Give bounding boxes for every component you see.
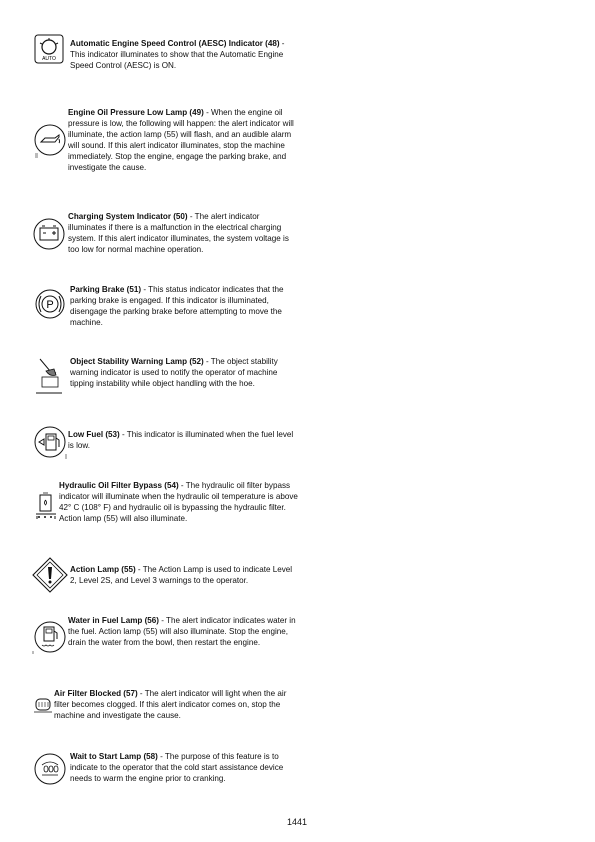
entry-title: Hydraulic Oil Filter Bypass (54) bbox=[59, 481, 179, 490]
action-lamp-icon bbox=[31, 556, 69, 594]
page-number: 1441 bbox=[287, 817, 308, 827]
svg-text:AUTO: AUTO bbox=[42, 56, 56, 62]
entry-text: - This indicator is illuminated when the fuel level is low. bbox=[68, 430, 294, 450]
fuel-pump-icon bbox=[32, 424, 68, 460]
entry-wait-to-start bbox=[70, 752, 298, 785]
glow-plug-icon bbox=[32, 751, 68, 787]
entry-title: Charging System Indicator (50) bbox=[68, 212, 188, 221]
water-in-fuel-icon bbox=[32, 619, 68, 655]
entry-action-lamp bbox=[70, 565, 298, 587]
hydraulic-filter-icon bbox=[34, 492, 58, 522]
entry-oil-pressure bbox=[68, 108, 298, 173]
svg-text:P: P bbox=[46, 299, 54, 311]
oil-pressure-icon bbox=[30, 120, 70, 160]
battery-icon bbox=[31, 216, 67, 252]
air-filter-icon bbox=[33, 695, 53, 715]
entry-text: - The alert indicator illuminates if there is a malfunction in the electrical charging system. If this alert indicator illuminates, the system voltage is too low for normal machine operation. bbox=[68, 212, 289, 254]
entry-text: - This status indicator indicates that the parking brake is engaged. If this indicator is illuminated, disengage the parking brake before attempting to move the machine. bbox=[70, 285, 284, 327]
entry-title: Water in Fuel Lamp (56) bbox=[68, 616, 159, 625]
parking-brake-icon bbox=[33, 287, 67, 321]
entry-title: Air Filter Blocked (57) bbox=[54, 689, 138, 698]
entry-text: - The alert indicator indicates water in the fuel. Action lamp (55) will also illuminate. Stop the engine, drain the water from the bowl, then restart the engine. bbox=[68, 616, 296, 647]
entry-text: - When the engine oil pressure is low, the following will happen: the alert indicator will illuminate, the action lamp (55) will flash, and an audible alarm will sound. If this alert indicator illuminates, stop the machine immediately. Stop the engine, engage the parking brake, and investigate the cause. bbox=[68, 108, 294, 172]
entry-text: - The hydraulic oil filter bypass indicator will illuminate when the hydraulic oil temperature is above 42° C (108° F) and hydraulic oil is bypassing the hydraulic filter. Action lamp (55) will also illuminate. bbox=[59, 481, 298, 523]
entry-low-fuel bbox=[68, 430, 298, 452]
entry-text: - The object stability warning indicator is used to notify the operator of machine tipping instability while object handling with the hoe. bbox=[70, 357, 278, 388]
entry-title: Low Fuel (53) bbox=[68, 430, 120, 439]
entry-title: Object Stability Warning Lamp (52) bbox=[70, 357, 204, 366]
entry-parking-brake bbox=[70, 285, 298, 329]
entry-aesc bbox=[70, 39, 300, 72]
entry-title: Parking Brake (51) bbox=[70, 285, 142, 294]
entry-title: Action Lamp (55) bbox=[70, 565, 136, 574]
entry-text: - The alert indicator will light when the air filter becomes clogged. If this alert indicator comes on, stop the machine and investigate the cause. bbox=[54, 689, 287, 720]
entry-title: Wait to Start Lamp (58) bbox=[70, 752, 158, 761]
entry-title: Automatic Engine Speed Control (AESC) Indicator (48) bbox=[70, 39, 280, 48]
entry-title: Engine Oil Pressure Low Lamp (49) bbox=[68, 108, 204, 117]
entry-hydraulic-bypass bbox=[59, 481, 298, 525]
entry-text: - The purpose of this feature is to indicate to the operator that the cold start assistance device needs to warm the engine prior to cranking. bbox=[70, 752, 284, 783]
entry-object-stability bbox=[70, 357, 296, 390]
entry-charging bbox=[68, 212, 298, 256]
entry-text: - This indicator illuminates to show that the Automatic Engine Speed Control (AESC) is ON. bbox=[70, 39, 285, 70]
object-stability-icon bbox=[32, 355, 64, 397]
entry-water-in-fuel bbox=[68, 616, 298, 649]
entry-text: - The Action Lamp is used to indicate Level 2, Level 2S, and Level 3 warnings to the operator. bbox=[70, 565, 293, 585]
aesc-icon bbox=[32, 32, 66, 66]
entry-air-filter bbox=[54, 689, 292, 722]
